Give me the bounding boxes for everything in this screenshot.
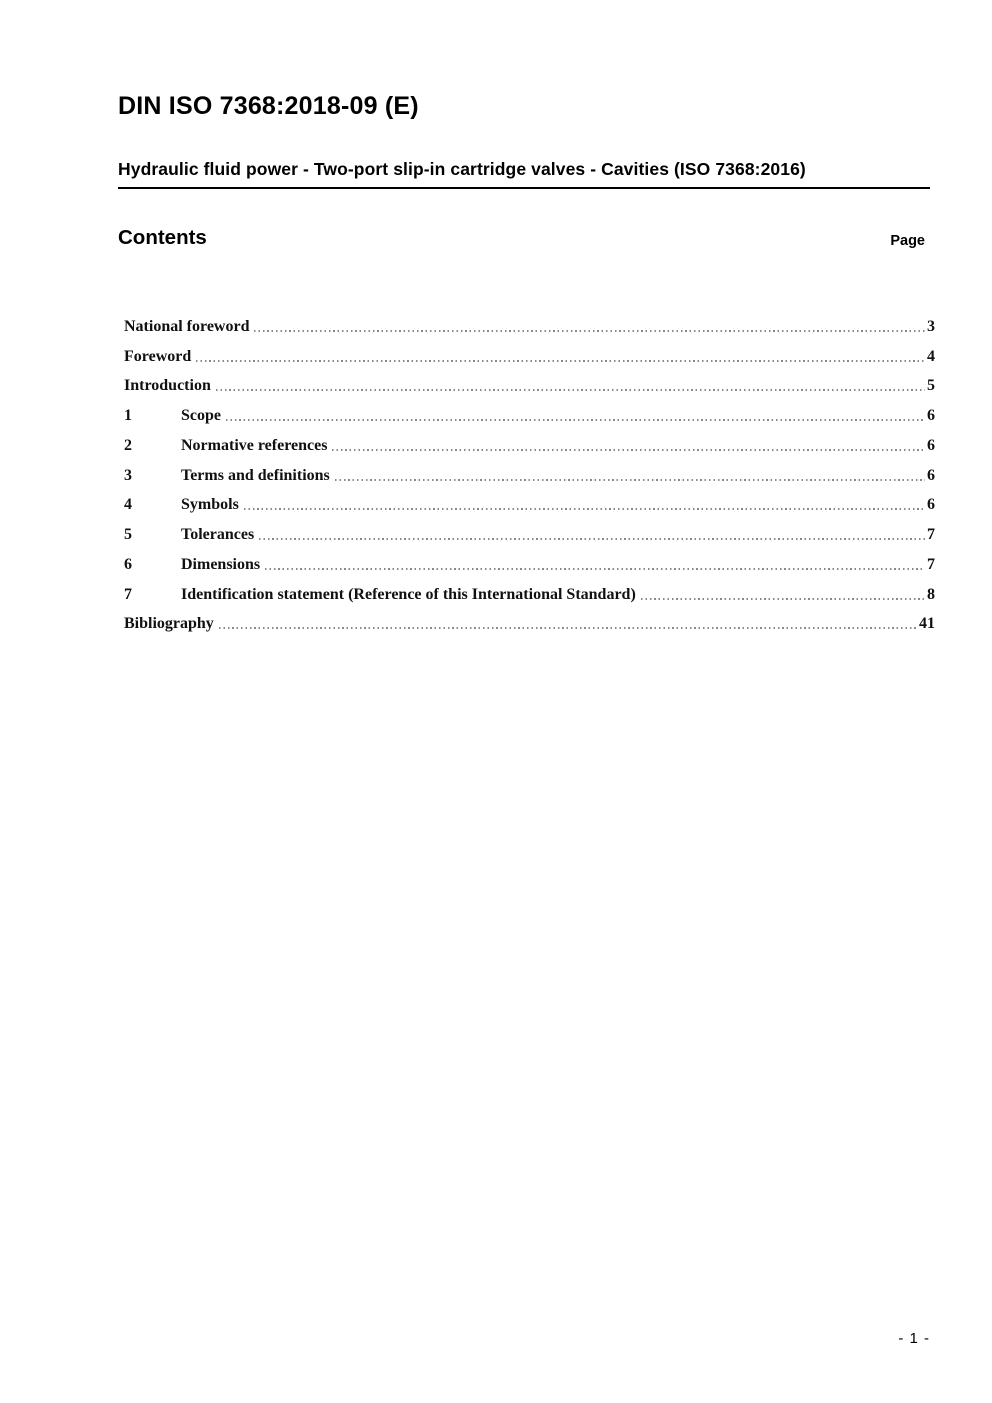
toc-entry [124,544,935,574]
toc-entry-page: 6 [927,407,935,424]
toc-entry-page: 3 [927,317,935,335]
toc-entry-number: 5 [124,526,132,543]
table-of-contents [124,306,935,633]
page-number-footer: - 1 - [898,1330,930,1347]
toc-entry-label: Bibliography [124,615,214,633]
toc-entry-page: 41 [919,615,935,633]
toc-entry-page: 8 [927,585,935,603]
dotted-leader [335,479,925,481]
toc-entry-label: Normative references [181,436,328,454]
dotted-leader [254,330,925,332]
toc-entry-label: Foreword [124,347,192,365]
page-column-label: Page [890,233,925,249]
dotted-leader [219,627,917,629]
toc-entry [124,604,935,634]
toc-entry [124,336,935,366]
toc-entry-page: 7 [927,555,935,573]
dotted-leader [216,389,925,391]
toc-entry-page: 5 [927,377,935,395]
toc-entry-number: 6 [124,555,132,573]
toc-entry-page: 7 [927,526,935,543]
toc-entry-page: 6 [927,436,935,454]
toc-entry-page: 4 [927,347,935,365]
toc-entry [124,574,935,604]
toc-entry-label: Scope [181,407,221,424]
document-subtitle: Hydraulic fluid power - Two-port slip-in cartridge valves - Cavities (ISO 7368:2016) [118,159,930,189]
toc-entry-page: 6 [927,496,935,514]
toc-entry [124,366,935,396]
dotted-leader [332,449,925,451]
dotted-leader [641,598,925,600]
toc-entry-label: Introduction [124,377,211,395]
toc-entry-label: Terms and definitions [181,466,330,484]
document-title: DIN ISO 7368:2018-09 (E) [118,92,419,120]
toc-entry-number: 7 [124,585,132,603]
toc-entry-label: Identification statement (Reference of this International Standard) [181,585,636,603]
dotted-leader [244,508,925,510]
toc-entry-label: National foreword [124,317,250,335]
toc-entry-label: Dimensions [181,555,261,573]
toc-entry-label: Tolerances [181,526,255,543]
toc-entry-number: 3 [124,466,132,484]
dotted-leader [259,538,925,540]
toc-entry-label: Symbols [181,496,239,514]
dotted-leader [196,360,925,362]
toc-entry [124,425,935,455]
toc-entry [124,455,935,485]
contents-heading: Contents [118,226,207,249]
toc-entry [124,306,935,336]
toc-entry [124,395,935,425]
toc-entry-page: 6 [927,466,935,484]
toc-entry [124,514,935,544]
dotted-leader [226,419,925,421]
toc-entry-number: 1 [124,407,132,424]
dotted-leader [265,568,925,570]
toc-entry [124,485,935,515]
toc-entry-number: 4 [124,496,132,514]
toc-entry-number: 2 [124,436,132,454]
